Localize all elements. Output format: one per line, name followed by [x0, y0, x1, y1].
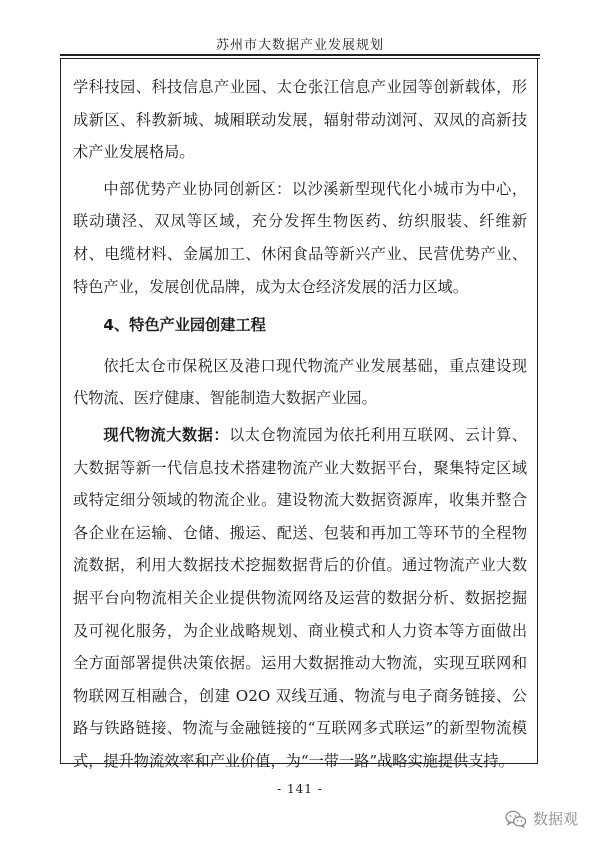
page-header [60, 18, 540, 56]
page-number: - 141 - [277, 782, 323, 796]
paragraph-lead-label: 现代物流大数据： [103, 425, 230, 444]
paragraph-body: 以太仓物流园为依托利用互联网、云计算、大数据等新一代信息技术搭建物流产业大数据平台，聚集特定区域或特定细分领域的物流企业。建设物流大数据资源库，收集并整合各企业在运输、仓储、搬运、配送、包装和再加工等环节的全程物流数据，利用大数据技术挖掘数据背后的价值。通过物流产业大数据平台向物流相关企业提供物流网络及运营的数据分析、数据挖掘及可视化服务，为企业战略规划、商业模式和人力资本等方面做出全方面部署提供决策依据。运用大数据推动大物流，实现互联网和物联网互相融合，创建 O2O 双线互通、物流与电子商务链接、公路与铁路链接、物流与金融链接的“互联网多式联运”的新型物流模式，提升物流效率和产业价值，为“一带一路”战略实施提供支持。 [73, 425, 528, 770]
wechat-icon [505, 810, 527, 828]
document-title: 苏州市大数据产业发展规划 [215, 38, 384, 53]
header-rule-thick [60, 54, 540, 56]
watermark-label: 数据观 [532, 810, 578, 828]
paragraph-logistics-bigdata [73, 419, 527, 778]
content-frame [60, 58, 538, 770]
section-heading: 4、特色产业园创建工程 [103, 316, 266, 335]
watermark [505, 808, 578, 829]
paragraph-continuation: 学科技园、科技信息产业园、太仓张江信息产业园等创新载体，形成新区、科教新城、城厢联动发展，辐射带动浏河、双凤的高新技术产业发展格局。 [73, 78, 527, 162]
paragraph-industrial-parks: 依托太仓市保税区及港口现代物流产业发展基础，重点建设现代物流、医疗健康、智能制造大数据产业园。 [73, 356, 527, 408]
paragraph-central-zone: 中部优势产业协同创新区：以沙溪新型现代化小城市为中心，联动璜泾、双凤等区域，充分发挥生物医药、纺织服装、纤维新材、电缆材料、金属加工、休闲食品等新兴产业、民营优势产业、特色产业，发展创优品牌，成为太仓经济发展的活力区域。 [73, 179, 527, 296]
